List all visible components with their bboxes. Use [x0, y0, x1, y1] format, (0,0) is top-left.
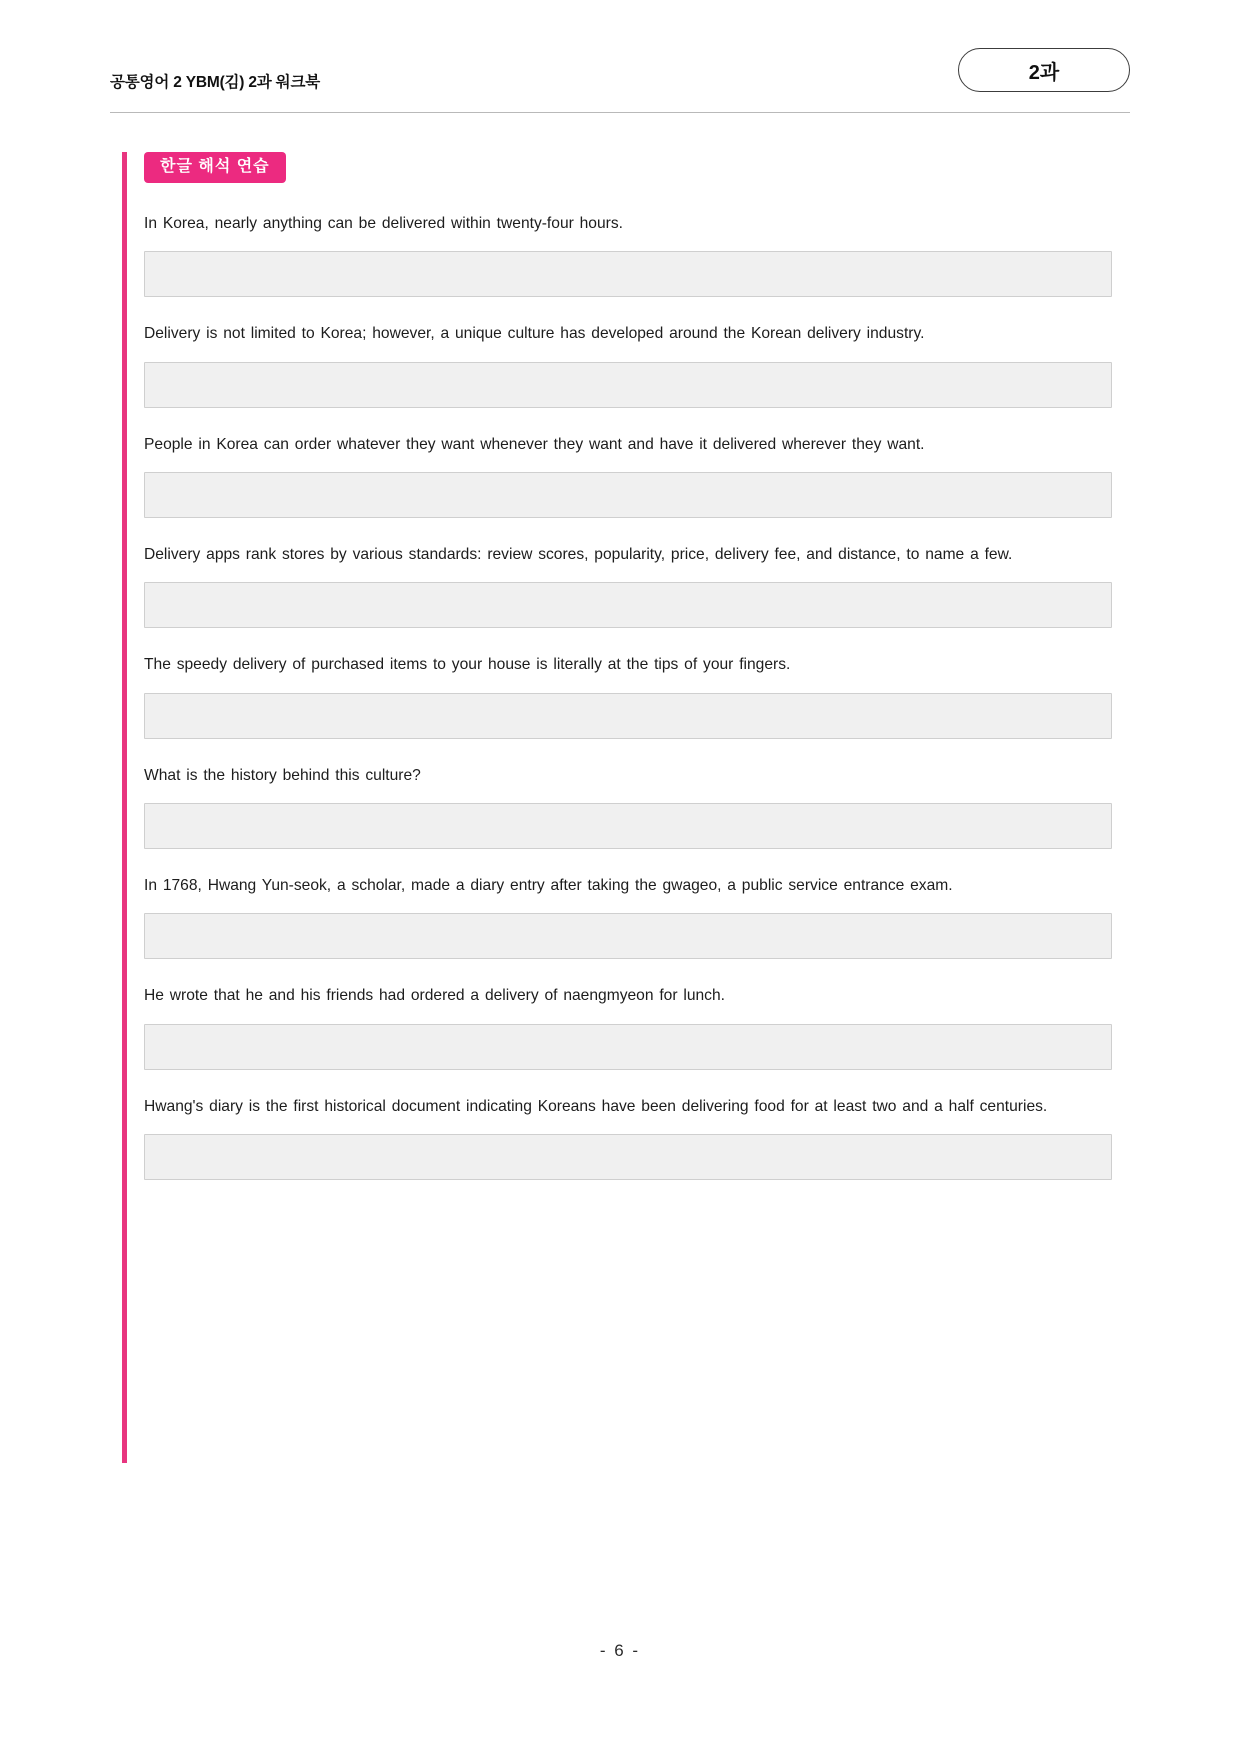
page-header	[110, 48, 1130, 110]
translation-input[interactable]	[144, 1134, 1112, 1180]
source-sentence: Delivery is not limited to Korea; however, a unique culture has developed around the Korean delivery industry.	[144, 325, 925, 343]
accent-bar	[122, 152, 127, 1463]
translation-input[interactable]	[144, 582, 1112, 628]
section-label: 한글 해석 연습	[144, 152, 286, 183]
translation-input[interactable]	[144, 1024, 1112, 1070]
list-item	[144, 644, 1118, 738]
page-footer	[0, 1641, 1240, 1661]
list-item	[144, 534, 1118, 628]
exercise-list	[144, 203, 1118, 1180]
list-item	[144, 203, 1118, 297]
list-item	[144, 1086, 1118, 1180]
list-item	[144, 424, 1118, 518]
page-number: - 6 -	[599, 1641, 641, 1660]
header-title: 공통영어 2 YBM(김) 2과 워크북	[110, 74, 320, 91]
list-item	[144, 313, 1118, 407]
section-header	[144, 152, 1118, 198]
content-area	[122, 152, 1118, 1196]
lesson-badge: 2과	[958, 48, 1130, 92]
translation-input[interactable]	[144, 693, 1112, 739]
source-sentence: The speedy delivery of purchased items to your house is literally at the tips of your fingers.	[144, 656, 791, 674]
translation-input[interactable]	[144, 472, 1112, 518]
source-sentence: Delivery apps rank stores by various standards: review scores, popularity, price, delivery fee, and distance, to name a few.	[144, 545, 1013, 563]
translation-input[interactable]	[144, 251, 1112, 297]
source-sentence: Hwang's diary is the first historical document indicating Koreans have been delivering food for at least two and a half centuries.	[144, 1097, 1048, 1115]
source-sentence: In Korea, nearly anything can be delivered within twenty-four hours.	[144, 215, 623, 232]
list-item	[144, 975, 1118, 1069]
translation-input[interactable]	[144, 803, 1112, 849]
list-item	[144, 865, 1118, 959]
translation-input[interactable]	[144, 362, 1112, 408]
source-sentence: People in Korea can order whatever they want whenever they want and have it delivered wherever they want.	[144, 435, 925, 453]
list-item	[144, 755, 1118, 849]
source-sentence: In 1768, Hwang Yun-seok, a scholar, made a diary entry after taking the gwageo, a public service entrance exam.	[144, 876, 953, 894]
source-sentence: What is the history behind this culture?	[144, 766, 421, 784]
translation-input[interactable]	[144, 913, 1112, 959]
source-sentence: He wrote that he and his friends had ordered a delivery of naengmyeon for lunch.	[144, 987, 725, 1005]
header-divider	[110, 112, 1130, 113]
